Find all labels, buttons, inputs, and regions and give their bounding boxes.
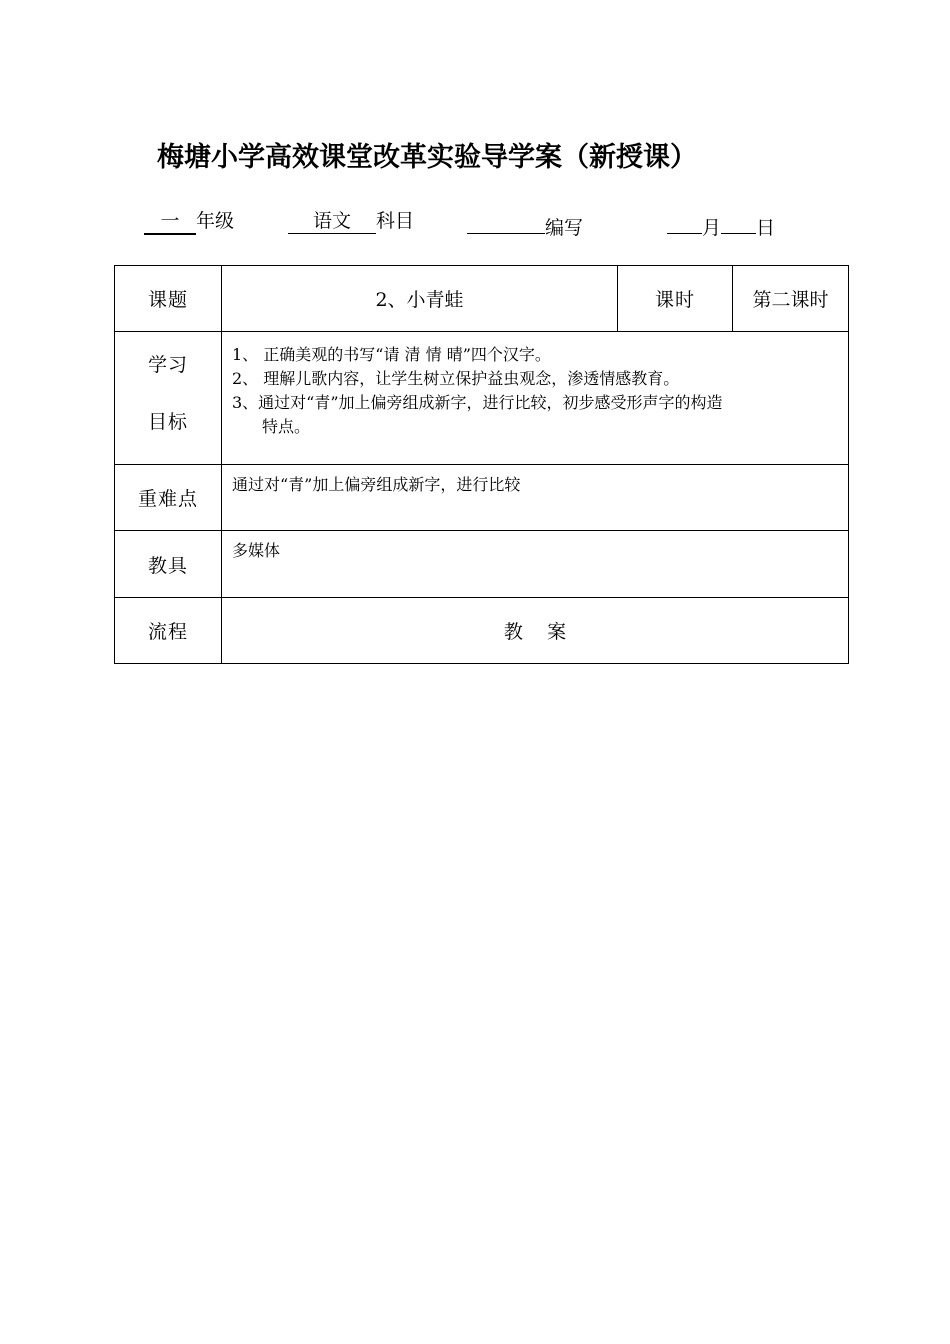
subject-value: 语文 bbox=[288, 209, 376, 234]
subject-field bbox=[288, 209, 414, 234]
day-label: 日 bbox=[756, 217, 776, 239]
subject-label: 科目 bbox=[376, 210, 415, 232]
goals-row bbox=[115, 332, 849, 465]
topic-label: 课题 bbox=[115, 266, 222, 332]
page-title: 梅塘小学高效课堂改革实验导学案（新授课） bbox=[157, 142, 697, 173]
topic-value: 2、小青蛙 bbox=[222, 266, 618, 332]
goal-item-3: 3、通过对“青”加上偏旁组成新字，进行比较，初步感受形声字的构造 bbox=[232, 393, 723, 412]
grade-label: 年级 bbox=[196, 210, 235, 232]
goals-label-cell bbox=[115, 332, 222, 465]
tools-row bbox=[115, 531, 849, 598]
tools-label: 教具 bbox=[115, 531, 222, 598]
flow-label: 流程 bbox=[115, 598, 222, 664]
tools-value: 多媒体 bbox=[222, 531, 849, 598]
lesson-plan-table bbox=[114, 265, 849, 664]
key-points-label: 重难点 bbox=[115, 465, 222, 531]
flow-value: 教 案 bbox=[222, 598, 849, 664]
period-label: 课时 bbox=[618, 266, 733, 332]
author-field bbox=[467, 209, 583, 240]
grade-field bbox=[144, 209, 234, 235]
author-value bbox=[467, 209, 545, 234]
period-value: 第二课时 bbox=[733, 266, 849, 332]
key-points-row bbox=[115, 465, 849, 531]
month-label: 月 bbox=[702, 217, 722, 239]
goal-item-3-continued: 特点。 bbox=[262, 417, 311, 436]
grade-value: 一 bbox=[144, 209, 196, 235]
author-label: 编写 bbox=[545, 217, 584, 239]
date-field bbox=[667, 209, 775, 240]
day-value bbox=[721, 209, 756, 234]
goals-label-line1: 学习 bbox=[147, 354, 188, 376]
goal-item-2: 2、 理解儿歌内容，让学生树立保护益虫观念，渗透情感教育。 bbox=[232, 369, 680, 388]
month-value bbox=[667, 209, 702, 234]
topic-row bbox=[115, 266, 849, 332]
goal-item-1: 1、 正确美观的书写“请 清 情 晴”四个汉字。 bbox=[232, 345, 551, 364]
goals-label-line2: 目标 bbox=[147, 411, 188, 433]
key-points-value: 通过对“青”加上偏旁组成新字，进行比较 bbox=[222, 465, 849, 531]
flow-row bbox=[115, 598, 849, 664]
goals-content bbox=[222, 332, 849, 465]
